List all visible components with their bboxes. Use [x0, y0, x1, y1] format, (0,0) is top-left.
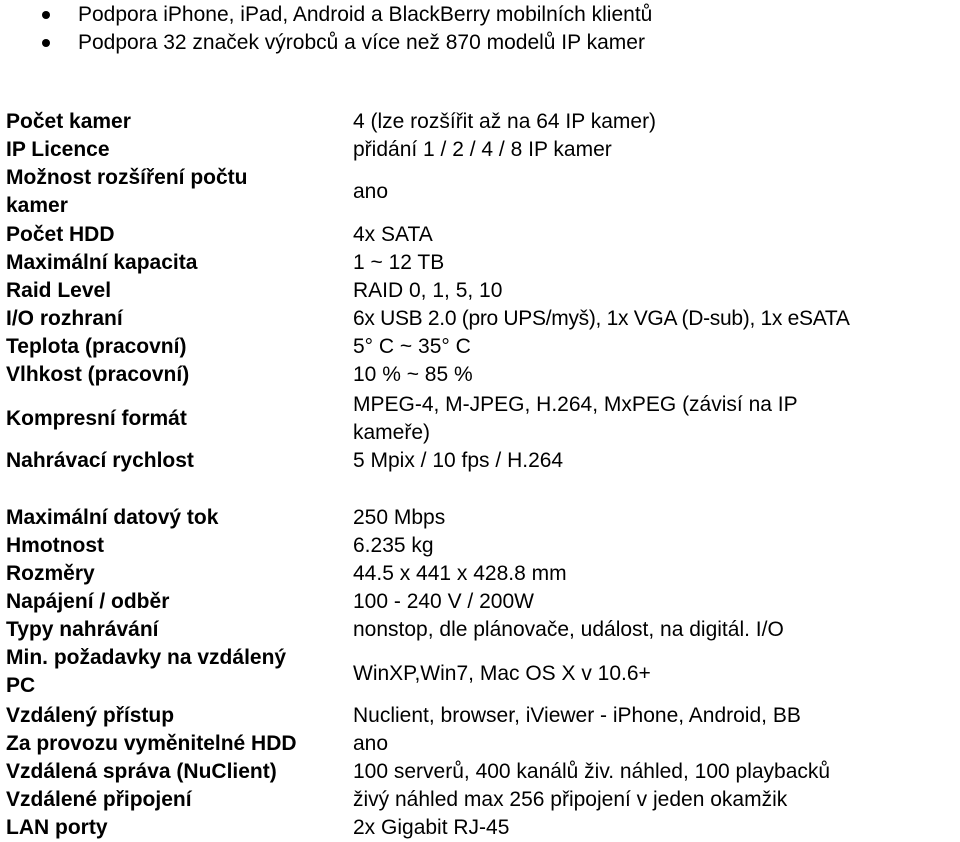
spec-label: Počet HDD [6, 223, 115, 246]
spec-label: Nahrávací rychlost [6, 449, 194, 472]
spec-label: Rozměry [6, 562, 95, 585]
spec-value: MPEG-4, M-JPEG, H.264, MxPEG (závisí na IP [353, 393, 798, 416]
spec-value: 4x SATA [353, 223, 433, 246]
spec-value: WinXP,Win7, Mac OS X v 10.6+ [353, 662, 651, 685]
spec-value: 10 % ~ 85 % [353, 363, 473, 386]
spec-label: LAN porty [6, 816, 108, 839]
spec-value: 2x Gigabit RJ-45 [353, 816, 510, 839]
spec-label: Vlhkost (pracovní) [6, 363, 190, 386]
spec-value: ano [353, 732, 389, 755]
spec-value: 6x USB 2.0 (pro UPS/myš), 1x VGA (D-sub), 1x eSATA [353, 307, 850, 330]
bullet-text: Podpora 32 značek výrobců a více než 870 modelů IP kamer [78, 31, 645, 54]
spec-value: 100 serverů, 400 kanálů živ. náhled, 100 playbacků [353, 760, 831, 783]
spec-label: I/O rozhraní [6, 307, 123, 330]
spec-label-continued: PC [6, 674, 36, 697]
spec-label: Vzdálené připojení [6, 788, 192, 811]
spec-value: RAID 0, 1, 5, 10 [353, 279, 503, 302]
spec-value: Nuclient, browser, iViewer - iPhone, Android, BB [353, 704, 801, 727]
bullet-text: Podpora iPhone, iPad, Android a BlackBerry mobilních klientů [78, 3, 653, 26]
spec-value: 5° C ~ 35° C [353, 335, 471, 358]
spec-label: IP Licence [6, 138, 110, 161]
spec-value: 100 - 240 V / 200W [353, 590, 534, 613]
spec-label: Počet kamer [6, 110, 131, 133]
spec-label: Napájení / odběr [6, 590, 170, 613]
bullet-dot-icon [42, 11, 50, 19]
spec-value-continued: kameře) [353, 421, 431, 444]
spec-label: Teplota (pracovní) [6, 335, 187, 358]
spec-label: Vzdálená správa (NuClient) [6, 760, 277, 783]
spec-label: Raid Level [6, 279, 112, 302]
spec-label: Hmotnost [6, 534, 104, 557]
spec-label: Min. požadavky na vzdálený [6, 646, 287, 669]
spec-value: živý náhled max 256 připojení v jeden okamžik [353, 788, 788, 811]
spec-value: ano [353, 180, 389, 203]
spec-value: 1 ~ 12 TB [353, 251, 445, 274]
spec-value: přidání 1 / 2 / 4 / 8 IP kamer [353, 138, 612, 161]
spec-label: Vzdálený přístup [6, 704, 175, 727]
spec-value: 6.235 kg [353, 534, 434, 557]
spec-label: Typy nahrávání [6, 618, 159, 641]
spec-value: nonstop, dle plánovače, událost, na digitál. I/O [353, 618, 784, 641]
bullet-item [0, 0, 960, 30]
spec-label: Maximální datový tok [6, 506, 219, 529]
spec-label: Za provozu vyměnitelné HDD [6, 732, 297, 755]
spec-label-continued: kamer [6, 194, 68, 217]
bullet-dot-icon [42, 39, 50, 47]
spec-value: 4 (lze rozšířit až na 64 IP kamer) [353, 110, 657, 133]
spec-value: 250 Mbps [353, 506, 446, 529]
spec-label: Možnost rozšíření počtu [6, 166, 248, 189]
spec-value: 5 Mpix / 10 fps / H.264 [353, 449, 564, 472]
spec-value: 44.5 x 441 x 428.8 mm [353, 562, 567, 585]
bullet-item [0, 28, 960, 58]
spec-label: Kompresní formát [6, 407, 187, 430]
spec-label: Maximální kapacita [6, 251, 198, 274]
